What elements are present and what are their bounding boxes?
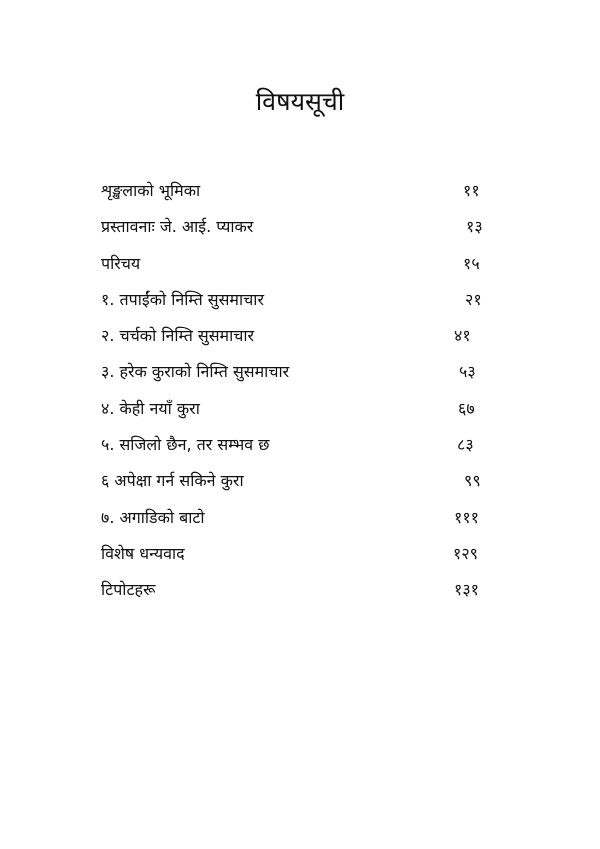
toc-entry-title: १. तपाईंको निम्ति सुसमाचार [101,289,264,309]
toc-entry [101,577,501,613]
toc-entry-page: ११ [463,181,480,200]
toc-entry-page: १३ [466,217,483,237]
toc-entry-title: ६ अपेक्षा गर्न सकिने कुरा [101,471,244,491]
toc-entry-title: ५. सजिलो छैन, तर सम्भव छ [101,435,270,455]
toc-entry-title: प्रस्तावनाः जे. आई. प्याकर [101,217,254,237]
toc-entry [101,178,501,214]
toc-entry [101,432,501,468]
toc-entry [101,359,501,395]
toc-entry-page: १३१ [454,580,479,600]
toc-entry [101,287,501,323]
toc-entry [101,541,501,577]
toc-entry-title: ४. केही नयाँ कुरा [101,398,200,418]
toc-entry [101,505,501,541]
toc-entry-page: ६७ [458,398,475,418]
toc-entry-title: २. चर्चको निम्ति सुसमाचार [101,326,255,346]
toc-entry [101,214,501,250]
toc-entry-title: टिपोटहरू [101,580,156,600]
toc-entry [101,396,501,432]
toc-entry-page: ५३ [459,362,476,382]
toc-entry-title: विशेष धन्यवाद [101,543,185,563]
toc-entry-page: ९९ [464,471,481,491]
toc-entry-page: १११ [454,507,479,527]
toc-entry-title: ७. अगाडिको बाटो [101,507,205,527]
toc-entry-title: शृङ्खलाको भूमिका [101,181,201,200]
toc-entry-page: १२९ [453,543,478,563]
toc-entry-page: ८३ [457,435,474,455]
toc-entry-page: ४१ [454,326,471,346]
toc-entry [101,468,501,504]
table-of-contents [101,178,501,614]
toc-entry-title: परिचय [101,253,141,273]
toc-entry [101,323,501,359]
toc-entry [101,251,501,287]
toc-entry-title: ३. हरेक कुराको निम्ति सुसमाचार [101,362,290,382]
page-title: विषयसूची [255,87,345,116]
toc-entry-page: २१ [465,289,482,309]
toc-entry-page: १५ [463,253,480,273]
